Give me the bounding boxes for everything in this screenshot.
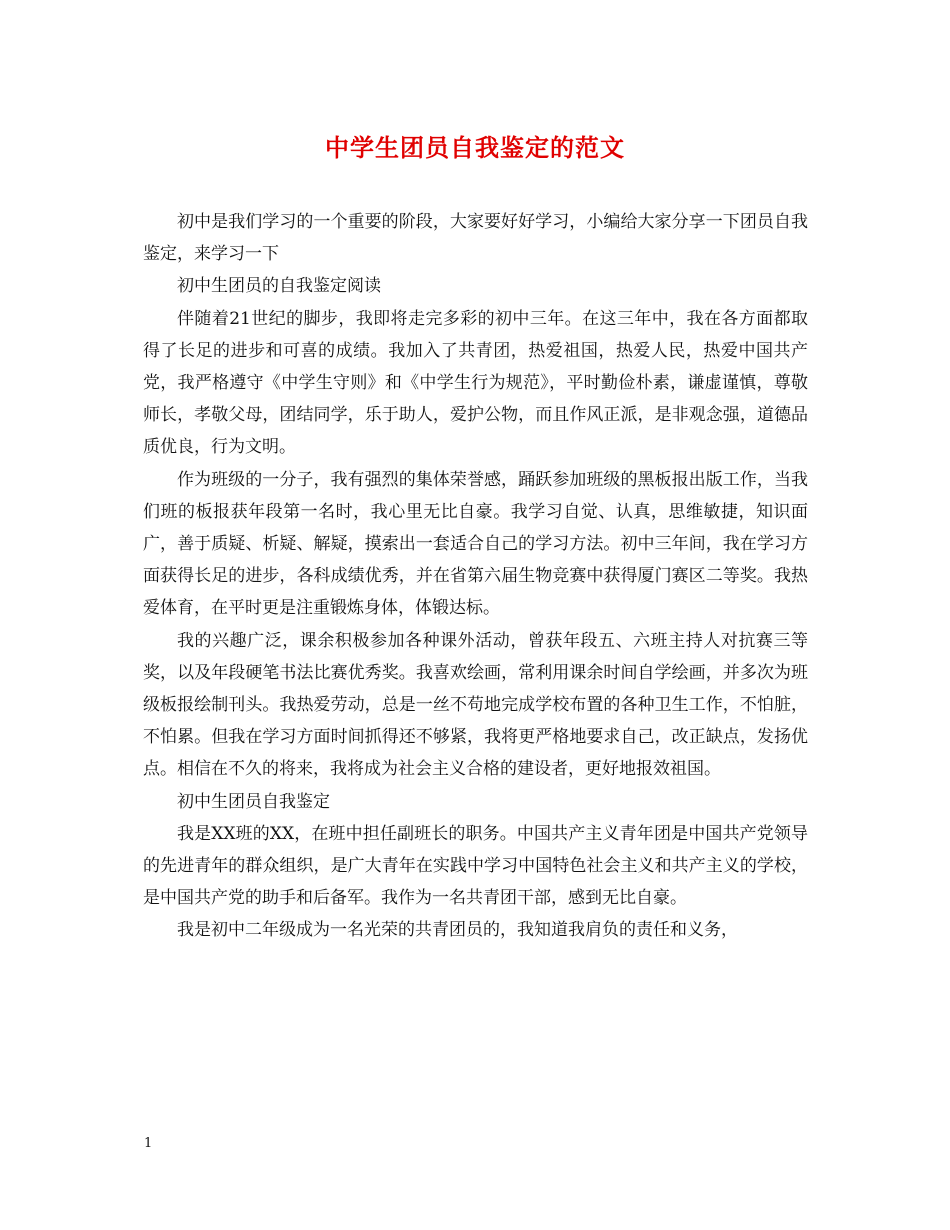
paragraph-2: 作为班级的一分子，我有强烈的集体荣誉感，踊跃参加班级的黑板报出版工作，当我们班的板报获年段第一名时，我心里无比自豪。我学习自觉、认真，思维敏捷，知识面广，善于质疑、析疑、解疑，摸索出一套适合自己的学习方法。初中三年间，我在学习方面获得长足的进步，各科成绩优秀，并在省第六届生物竞赛中获得厦门赛区二等奖。我热爱体育，在平时更是注重锻炼身体，体锻达标。 <box>143 469 808 619</box>
section-heading-2: 初中生团员自我鉴定 <box>177 791 330 812</box>
paragraph-1: 伴随着21世纪的脚步，我即将走完多彩的初中三年。在这三年中，我在各方面都取得了长足的进步和可喜的成绩。我加入了共青团，热爱祖国，热爱人民，热爱中国共产党，我严格遵守《中学生守则》和《中学生行为规范》，平时勤俭朴素，谦虚谨慎，尊敬师长，孝敬父母，团结同学，乐于助人，爱护公物，而且作风正派，是非观念强，道德品质优良，行为文明。 <box>143 308 808 458</box>
paragraph-intro: 初中是我们学习的一个重要的阶段，大家要好好学习，小编给大家分享一下团员自我鉴定，来学习一下 <box>143 212 808 265</box>
paragraph-5: 我是初中二年级成为一名光荣的共青团员的，我知道我肩负的责任和义务， <box>177 920 738 941</box>
document-title: 中学生团员自我鉴定的范文 <box>325 133 625 162</box>
page-number: 1 <box>144 1136 153 1151</box>
paragraph-4: 我是XX班的XX，在班中担任副班长的职务。中国共产主义青年团是中国共产党领导的先进青年的群众组织，是广大青年在实践中学习中国特色社会主义和共产主义的学校，是中国共产党的助手和后备军。我作为一名共青团干部，感到无比自豪。 <box>143 823 808 909</box>
paragraph-3: 我的兴趣广泛，课余积极参加各种课外活动，曾获年段五、六班主持人对抗赛三等奖，以及年段硬笔书法比赛优秀奖。我喜欢绘画，常利用课余时间自学绘画，并多次为班级板报绘制刊头。我热爱劳动，总是一丝不苟地完成学校布置的各种卫生工作，不怕脏，不怕累。但我在学习方面时间抓得还不够紧，我将更严格地要求自己，改正缺点，发扬优点。相信在不久的将来，我将成为社会主义合格的建设者，更好地报效祖国。 <box>143 630 808 780</box>
document-body <box>143 206 808 947</box>
section-heading-1: 初中生团员的自我鉴定阅读 <box>177 276 381 297</box>
